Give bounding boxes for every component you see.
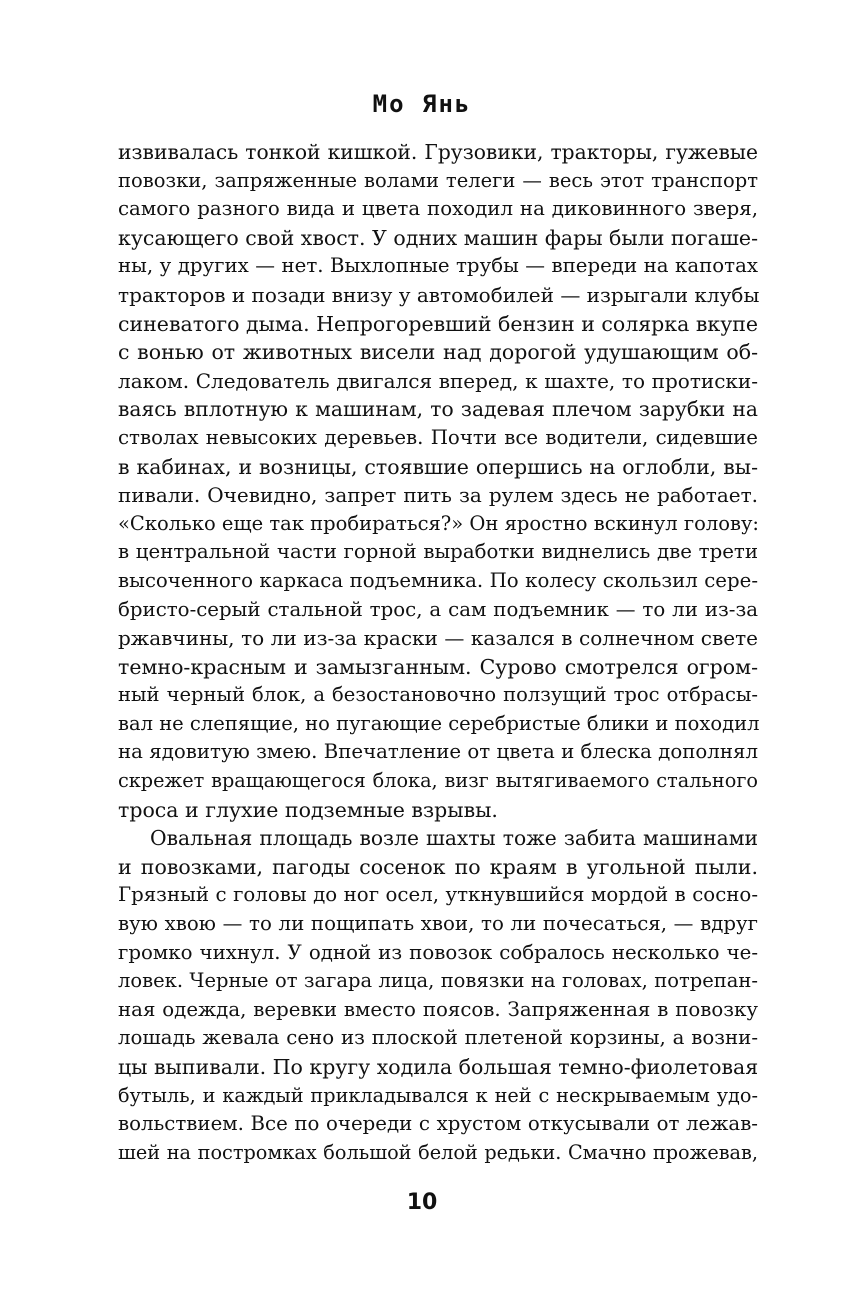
text-line: самого разного вида и цвета походил на диковинного зверя,	[118, 197, 758, 221]
text-line: высоченного каркаса подъемника. По колесу скользил сере-	[118, 568, 758, 592]
text-line: Овальная площадь возле шахты тоже забита машинами	[150, 826, 758, 851]
text-line: кусающего свой хвост. У одних машин фары были погаше-	[118, 225, 758, 250]
text-line: громко чихнул. У одной из повозок собралось несколько че-	[118, 940, 758, 964]
text-line: лошадь жевала сено из плоской плетеной корзины, а возни-	[118, 1026, 758, 1050]
text-line: троса и глухие подземные взрывы.	[118, 797, 498, 822]
text-line: лаком. Следователь двигался вперед, к шахте, то протиски-	[118, 368, 758, 393]
text-line: вую хвою — то ли пощипать хвои, то ли почесаться, — вдруг	[118, 912, 758, 936]
text-line: бристо-серый стальной трос, а сам подъемник — то ли из-за	[118, 597, 758, 621]
text-line: вольствием. Все по очереди с хрустом откусывали от лежав-	[118, 1112, 758, 1136]
text-line: ная одежда, веревки вместо поясов. Запряженная в повозку	[118, 997, 758, 1021]
text-line: ваясь вплотную к машинам, то задевая плечом зарубки на	[118, 397, 758, 422]
text-line: извивалась тонкой кишкой. Грузовики, тракторы, гужевые	[118, 140, 758, 164]
text-line: повозки, запряженные волами телеги — весь этот транспорт	[118, 168, 758, 192]
text-line: ловек. Черные от загара лица, повязки на головах, потрепан-	[118, 969, 758, 993]
running-head-author: Мо Янь	[372, 90, 472, 118]
text-line: тракторов и позади внизу у автомобилей — изрыгали клубы	[118, 282, 760, 307]
text-line: бутыль, и каждый прикладывался к ней с нескрываемым удо-	[118, 1083, 758, 1107]
text-line: пивали. Очевидно, запрет пить за рулем здесь не работает.	[118, 483, 758, 508]
text-line: в кабинах, и возницы, стоявшие опершись на оглобли, вы-	[118, 454, 758, 479]
text-line: скрежет вращающегося блока, визг вытягиваемого стального	[118, 769, 758, 793]
body-text	[118, 138, 758, 1167]
text-line: на ядовитую змею. Впечатление от цвета и блеска дополнял	[118, 740, 758, 764]
text-line: с вонью от животных висели над дорогой удушающим об-	[118, 340, 758, 365]
text-line: ржавчины, то ли из-за краски — казался в солнечном свете	[118, 626, 758, 651]
text-line: синеватого дыма. Непрогоревший бензин и солярка вкупе	[118, 311, 759, 336]
text-line: и повозками, пагоды сосенок по краям в угольной пыли.	[118, 854, 758, 879]
text-line: стволах невысоких деревьев. Почти все водители, сидевшие	[118, 425, 758, 449]
text-line: темно-красным и замызганным. Сурово смотрелся огром-	[118, 654, 758, 679]
text-line: «Сколько еще так пробираться?» Он яростно вскинул голову:	[118, 511, 759, 535]
text-line: ный черный блок, а безостановочно ползущий трос отбрасы-	[118, 683, 758, 707]
text-line: ны, у других — нет. Выхлопные трубы — впереди на капотах	[118, 254, 758, 278]
text-line: в центральной части горной выработки виднелись две трети	[118, 540, 758, 564]
paragraph-2	[118, 824, 758, 1167]
text-line: цы выпивали. По кругу ходила большая темно-фиолетовая	[118, 1055, 759, 1079]
text-line: Грязный с головы до ног осел, уткнувшийся мордой в сосно-	[118, 883, 758, 907]
text-line: вал не слепящие, но пугающие серебристые блики и походил	[118, 711, 760, 735]
page-number: 10	[406, 1190, 438, 1215]
paragraph-1	[118, 138, 758, 824]
text-line: шей на постромках большой белой редьки. Смачно прожевав,	[118, 1140, 758, 1164]
